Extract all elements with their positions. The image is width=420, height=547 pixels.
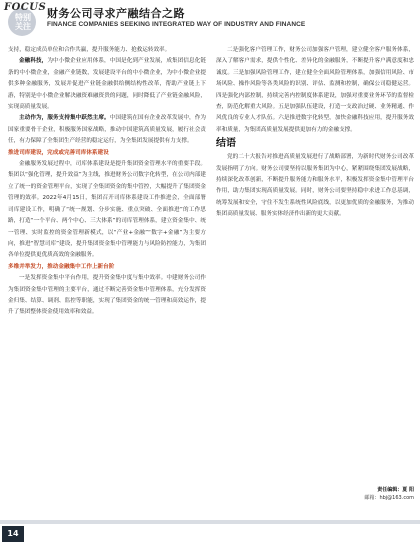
paragraph: 金融服务发展过程中，司库体系建设是提升集团资金管理水平的重要手段。集团以“强化管理，提升效益”为主线，推进财务公司数字化转型，在公司内部建立了统一的资金管理平台，实现了全集团资金的集中管控，大幅提升了集团资金管理的效率。2022年4月15日，集团召开司库体系建设工作推进会，全面部署司库建设工作，明确了“统一规划、分步实施、重点突破、全面推进”的工作思路，打造“一个平台、两个中心、三大体系”的司库管理体系，建立资金集中、统一管理、实时监控的资金管理新模式，以“产业+金融”“数字+金融”为主要方向，推进“智慧司库”建设，提升集团资金集中管理能力与风险防控能力，为集团各单位提供更优质高效的金融服务。 [8,161,206,259]
conclusion-heading: 结语 [216,138,236,150]
paragraph: 党的二十大报告对推进高质量发展进行了战略部署，为新时代财务公司改革发展指明了方向。财务公司要坚持以服务集团为中心，紧紧围绕集团发展战略，持续深化改革创新，不断提升服务能力和服务水平，积极发挥资金集中管理平台作用，助力集团实现高质量发展。同时，财务公司要坚持稳中求进工作总基调，统筹发展和安全，守住不发生系统性风险底线，以更加优质的金融服务，为推动集团高质量发展、服务实体经济作出新的更大贡献。 [216,154,414,218]
editor-name: 责任编辑：夏 阳 [377,487,414,493]
paragraph [8,113,206,147]
right-column [216,45,414,221]
focus-badge [4,2,47,38]
paragraph-lead: 主动作为，服务支持集中跃然主席。 [19,115,110,122]
paragraph: 支持，稳定成员单位和合作共赢，提升服务能力、抢救运转效率。 [8,47,171,53]
editor-email: 邮箱：hbj@163.com [364,495,414,501]
section-title-english: FINANCE COMPANIES SEEKING INTEGRATED WAY OF INDUSTRY AND FINANCE [47,21,306,28]
section-title: 财务公司寻求产融结合之路 [47,7,185,20]
subheading: 多维并举发力，推动金融集中工作上新台阶 [8,263,115,270]
paragraph-body: 为中小微企业应用体系，中国是化到产业发展，成集团信息化链条的中小微企业，金融产业链数，发展建设平台的中小微企业，为中小微企业提供多种金融服务，发展并促进产业链金融供给侧结构性改革，帮助产业链上下游，特别是中小微企业解决融资难融资贵的问题，同时降低了产业链金融风险，实现高质量发展。 [8,58,206,111]
left-column [8,45,206,319]
paragraph [8,56,206,113]
badge-focus-text: FOCUS [4,2,47,13]
editor-credit [344,486,414,502]
page-number: 14 [2,526,24,542]
footer-rule [0,520,420,524]
paragraph: 一是发挥资金集中平台作用，提升资金集中度与集中效率。中建财务公司作为集团资金集中管理的主要平台，通过不断完善资金集中管理体系，充分发挥资金归集、结算、调剂、监控等职能，实现了集团资金的统一管理和高效运作，提升了集团整体资金使用效率和效益。 [8,275,206,316]
page-header [0,0,420,40]
paragraph-lead: 金融科技， [19,58,48,65]
badge-section-label: 特别关注 [15,13,31,31]
paragraph-body: 中国建筑在国有企业改革发展中，作为国家重要骨干企业，积极服务国家战略，推动中国建筑高质量发展，履行社会责任，有力保障了全集团生产经营的稳定运行，为全集团发展提供有力支撑。 [8,115,206,145]
subheading: 推进司库建设，完成或完善司库体系建设 [8,149,109,156]
paragraph: 二是强化客户管理工作，财务公司加强客户管理，建立健全客户服务体系，深入了解客户需求，提供个性化、差异化的金融服务，不断提升客户满意度和忠诚度。三是加强风险管理工作，建立健全全面风险管理体系，加强信用风险、市场风险、操作风险等各类风险的识别、评估、监测和控制，确保公司稳健运营。四是强化内部控制，持续完善内控制度体系建设，加强对重要业务环节的监督检查，防范化解重大风险。五是加强队伍建设，打造一支政治过硬、业务精通、作风优良的专业人才队伍。六是推进数字化转型，加快金融科技应用，提升服务效率和质量，为集团高质量发展提供更加有力的金融支撑。 [216,47,414,133]
